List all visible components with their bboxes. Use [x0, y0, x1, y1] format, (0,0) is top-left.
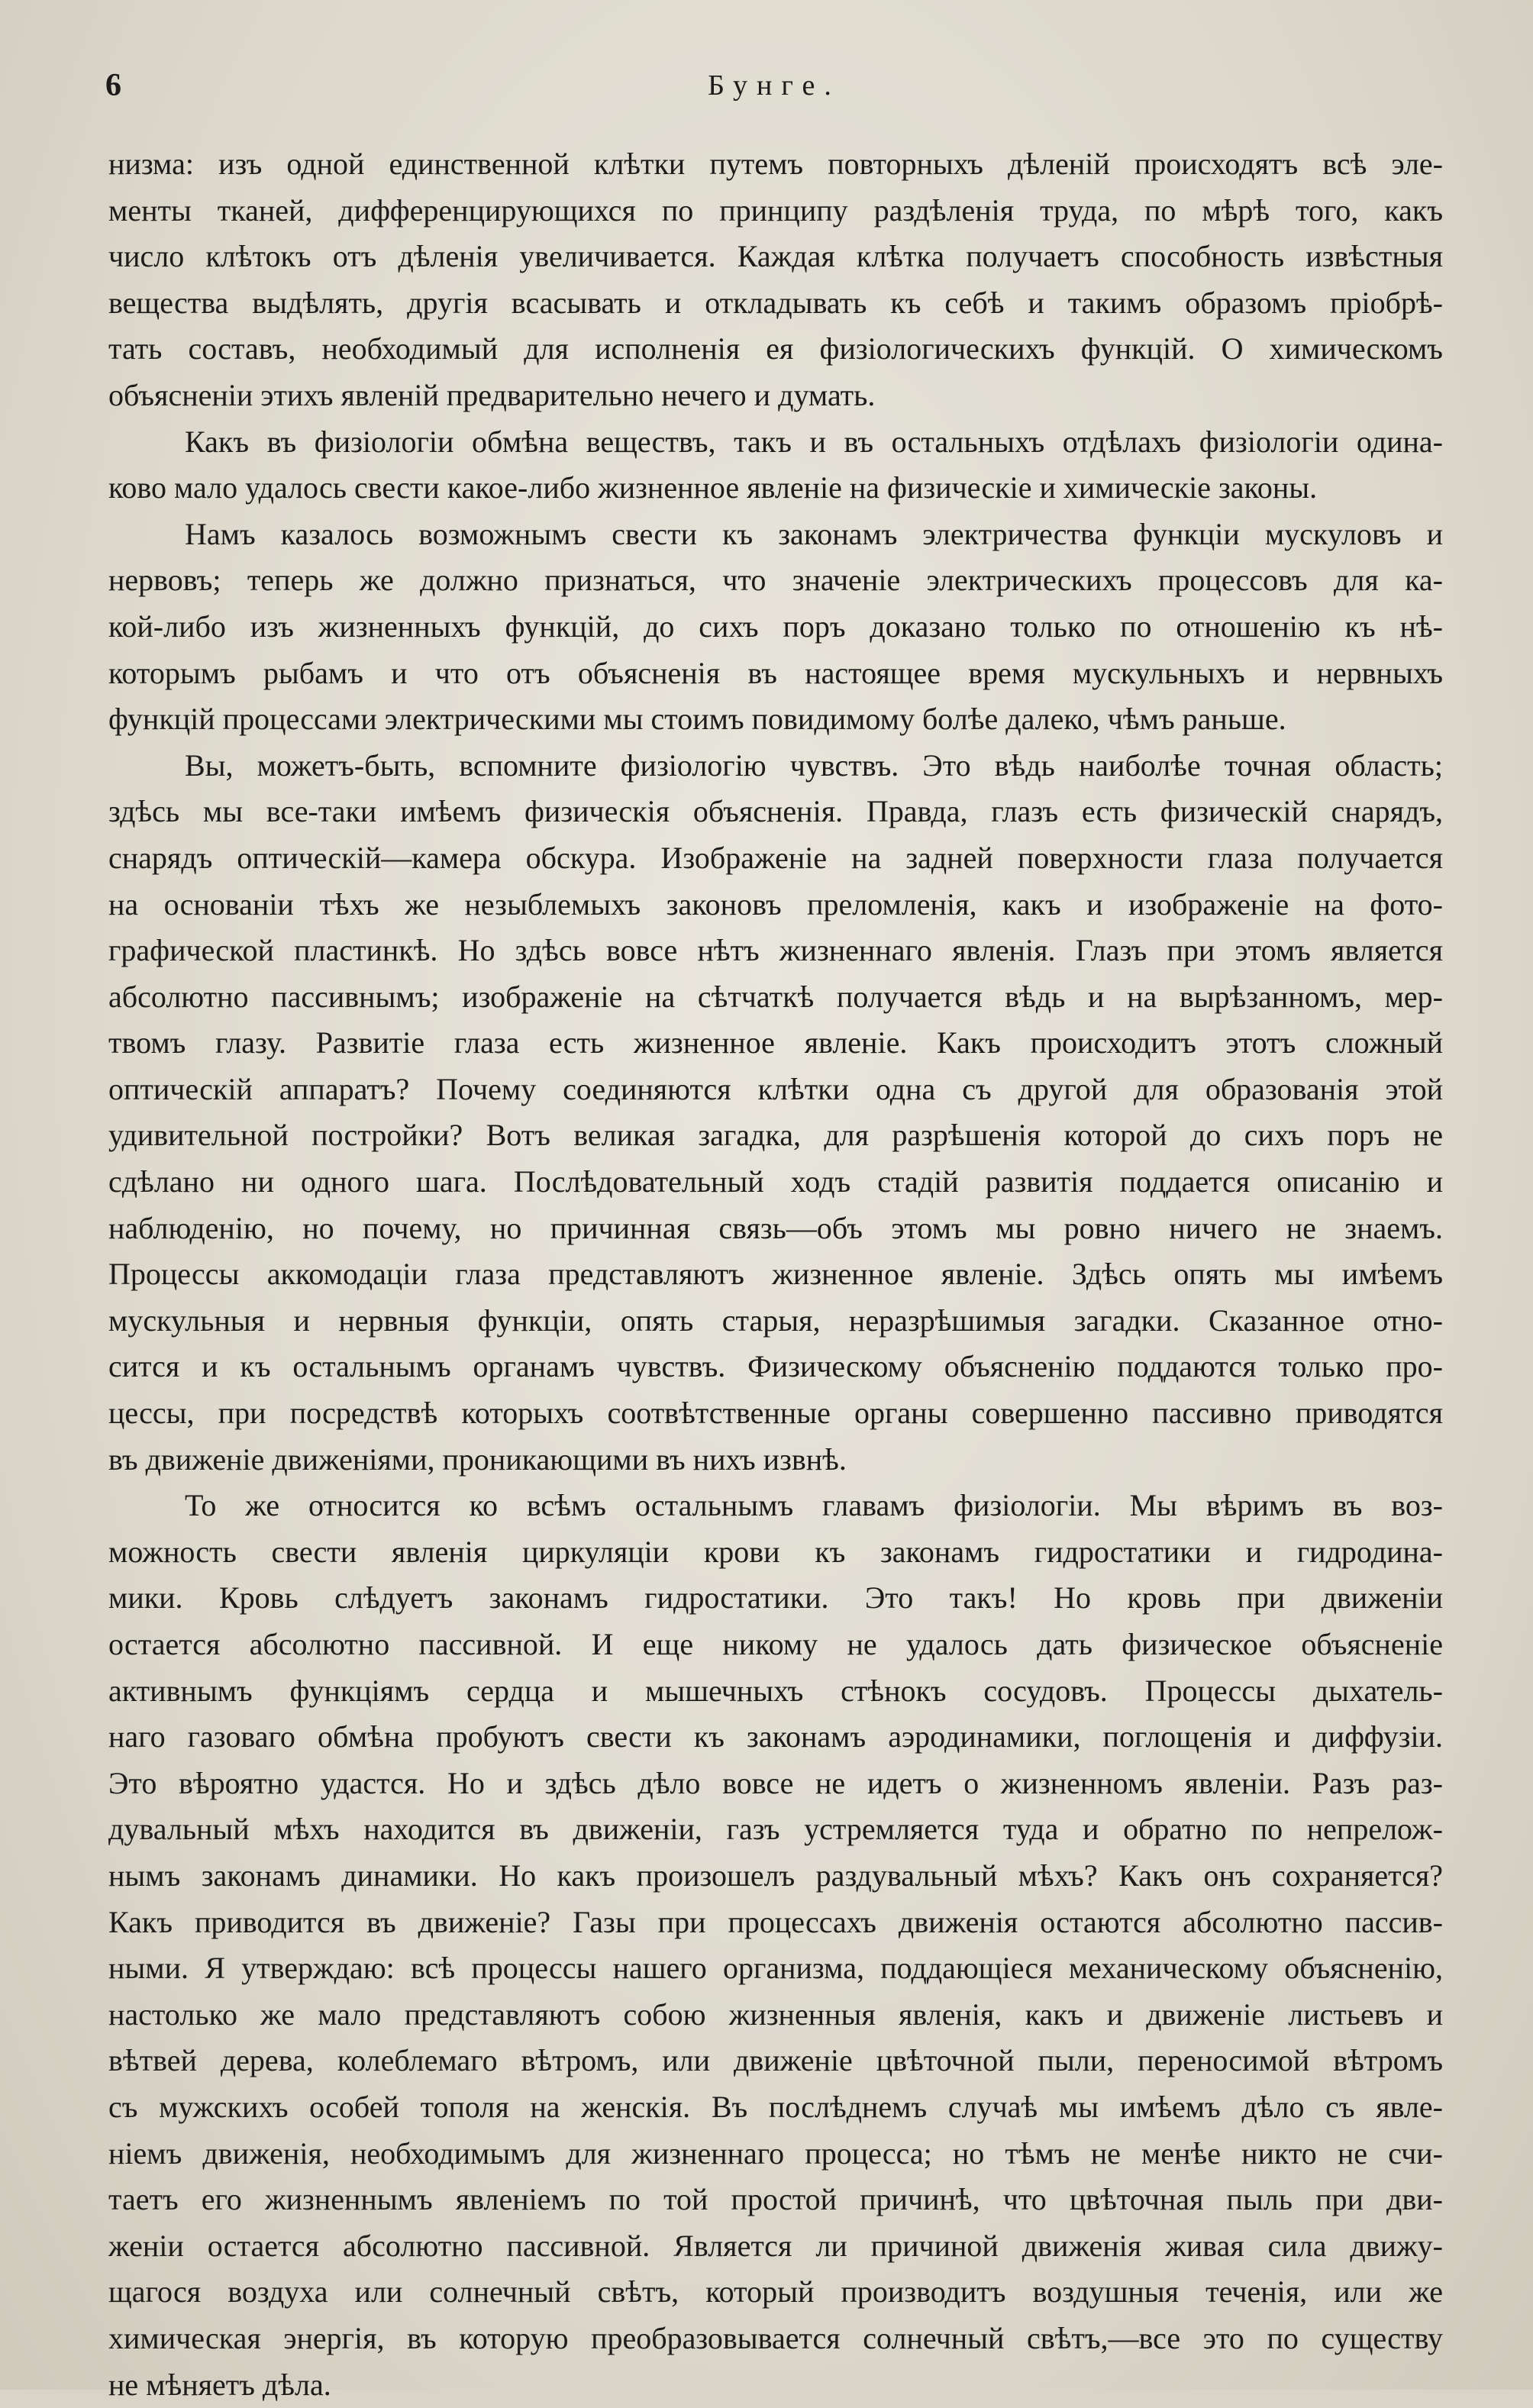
body-text: [108, 141, 1443, 2408]
text-line: оптическій аппаратъ? Почему соединяются клѣтки одна съ другой для образованія этой: [108, 1067, 1443, 1113]
text-line: остается абсолютно пассивной. И еще никому не удалось дать физическое объясненіе: [108, 1622, 1443, 1668]
text-line: снарядъ оптическій—камера обскура. Изображеніе на задней поверхности глаза получается: [108, 835, 1443, 882]
text-line: наго газоваго обмѣна пробуютъ свести къ законамъ аэродинамики, поглощенія и диффузіи.: [108, 1714, 1443, 1761]
text-line: ными. Я утверждаю: всѣ процессы нашего организма, поддающіеся механическому объясненію,: [108, 1945, 1443, 1992]
text-line: Какъ приводится въ движеніе? Газы при процессахъ движенія остаются абсолютно пассив-: [108, 1900, 1443, 1946]
text-line: активнымъ функціямъ сердца и мышечныхъ стѣнокъ сосудовъ. Процессы дыхатель-: [108, 1668, 1443, 1715]
text-line: съ мужскихъ особей тополя на женскія. Въ послѣднемъ случаѣ мы имѣемъ дѣло съ явле-: [108, 2084, 1443, 2131]
text-line: въ движеніе движеніями, проникающими въ нихъ извнѣ.: [108, 1437, 1443, 1483]
text-line: мики. Кровь слѣдуетъ законамъ гидростатики. Это такъ! Но кровь при движеніи: [108, 1575, 1443, 1622]
text-line: низма: изъ одной единственной клѣтки путемъ повторныхъ дѣленій происходятъ всѣ эле-: [108, 141, 1443, 188]
text-line: менты тканей, дифференцирующихся по принципу раздѣленія труда, по мѣрѣ того, какъ: [108, 188, 1443, 234]
text-line: цессы, при посредствѣ которыхъ соотвѣтственные органы совершенно пассивно приводятся: [108, 1390, 1443, 1437]
text-line: настолько же мало представляютъ собою жизненныя явленія, какъ и движеніе листьевъ и: [108, 1992, 1443, 2038]
text-line: Вы, можетъ-быть, вспомните физіологію чувствъ. Это вѣдь наиболѣе точная область;: [108, 743, 1443, 789]
text-line: Процессы аккомодаціи глаза представляютъ жизненное явленіе. Здѣсь опять мы имѣемъ: [108, 1251, 1443, 1298]
running-head: Бунге.: [105, 69, 1443, 102]
text-line: на основаніи тѣхъ же незыблемыхъ законовъ преломленія, какъ и изображеніе на фото-: [108, 882, 1443, 928]
text-line: Намъ казалось возможнымъ свести къ законамъ электричества функціи мускуловъ и: [108, 512, 1443, 558]
text-line: здѣсь мы все-таки имѣемъ физическія объясненія. Правда, глазъ есть физическій снарядъ,: [108, 789, 1443, 835]
text-line: кой-либо изъ жизненныхъ функцій, до сихъ поръ доказано только по отношенію къ нѣ-: [108, 604, 1443, 650]
text-line: нымъ законамъ динамики. Но какъ произошелъ раздувальный мѣхъ? Какъ онъ сохраняется?: [108, 1853, 1443, 1900]
text-line: ково мало удалось свести какое-либо жизненное явленіе на физическіе и химическіе законы.: [108, 465, 1443, 512]
text-line: твомъ глазу. Развитіе глаза есть жизненное явленіе. Какъ происходитъ этотъ сложный: [108, 1020, 1443, 1067]
text-line: химическая энергія, въ которую преобразовывается солнечный свѣтъ,—все это по существу: [108, 2316, 1443, 2362]
text-line: ніемъ движенія, необходимымъ для жизненнаго процесса; но тѣмъ не менѣе никто не счи-: [108, 2131, 1443, 2177]
text-line: можность свести явленія циркуляціи крови къ законамъ гидростатики и гидродина-: [108, 1529, 1443, 1576]
text-line: не мѣняетъ дѣла.: [108, 2362, 1443, 2408]
text-line: Какъ въ физіологіи обмѣна веществъ, такъ и въ остальныхъ отдѣлахъ физіологіи одина-: [108, 419, 1443, 466]
text-line: графической пластинкѣ. Но здѣсь вовсе нѣтъ жизненнаго явленія. Глазъ при этомъ является: [108, 928, 1443, 974]
page-number: 6: [105, 67, 122, 104]
text-line: которымъ рыбамъ и что отъ объясненія въ настоящее время мускульныхъ и нервныхъ: [108, 650, 1443, 697]
text-line: сится и къ остальнымъ органамъ чувствъ. Физическому объясненію поддаются только про-: [108, 1344, 1443, 1390]
text-line: удивительной постройки? Вотъ великая загадка, для разрѣшенія которой до сихъ поръ не: [108, 1112, 1443, 1159]
text-line: абсолютно пассивнымъ; изображеніе на сѣтчаткѣ получается вѣдь и на вырѣзанномъ, мер-: [108, 974, 1443, 1021]
text-line: таетъ его жизненнымъ явленіемъ по той простой причинѣ, что цвѣточная пыль при дви-: [108, 2177, 1443, 2223]
text-line: вѣтвей дерева, колеблемаго вѣтромъ, или движеніе цвѣточной пыли, переносимой вѣтромъ: [108, 2038, 1443, 2084]
text-line: функцій процессами электрическими мы стоимъ повидимому болѣе далеко, чѣмъ раньше.: [108, 696, 1443, 743]
text-line: То же относится ко всѣмъ остальнымъ главамъ физіологіи. Мы вѣримъ въ воз-: [108, 1483, 1443, 1529]
text-line: дувальный мѣхъ находится въ движеніи, газъ устремляется туда и обратно по непрелож-: [108, 1806, 1443, 1853]
page-header: [105, 67, 1443, 105]
text-line: наблюденію, но почему, но причинная связь—объ этомъ мы ровно ничего не знаемъ.: [108, 1206, 1443, 1252]
text-line: объясненіи этихъ явленій предварительно нечего и думать.: [108, 373, 1443, 419]
text-line: женіи остается абсолютно пассивной. Является ли причиной движенія живая сила движу-: [108, 2223, 1443, 2270]
text-line: мускульныя и нервныя функціи, опять старыя, неразрѣшимыя загадки. Сказанное отно-: [108, 1298, 1443, 1344]
text-line: нервовъ; теперь же должно признаться, что значеніе электрическихъ процессовъ для ка-: [108, 557, 1443, 604]
text-line: вещества выдѣлять, другія всасывать и откладывать къ себѣ и такимъ образомъ пріобрѣ-: [108, 280, 1443, 327]
text-line: Это вѣроятно удастся. Но и здѣсь дѣло вовсе не идетъ о жизненномъ явленіи. Разъ раз-: [108, 1761, 1443, 1807]
text-line: тать составъ, необходимый для исполненія ея физіологическихъ функцій. О химическомъ: [108, 326, 1443, 373]
text-line: щагося воздуха или солнечный свѣтъ, который производитъ воздушныя теченія, или же: [108, 2269, 1443, 2316]
text-line: сдѣлано ни одного шага. Послѣдовательный ходъ стадій развитія поддается описанію и: [108, 1159, 1443, 1206]
text-line: число клѣтокъ отъ дѣленія увеличивается. Каждая клѣтка получаетъ способность извѣстныя: [108, 234, 1443, 280]
